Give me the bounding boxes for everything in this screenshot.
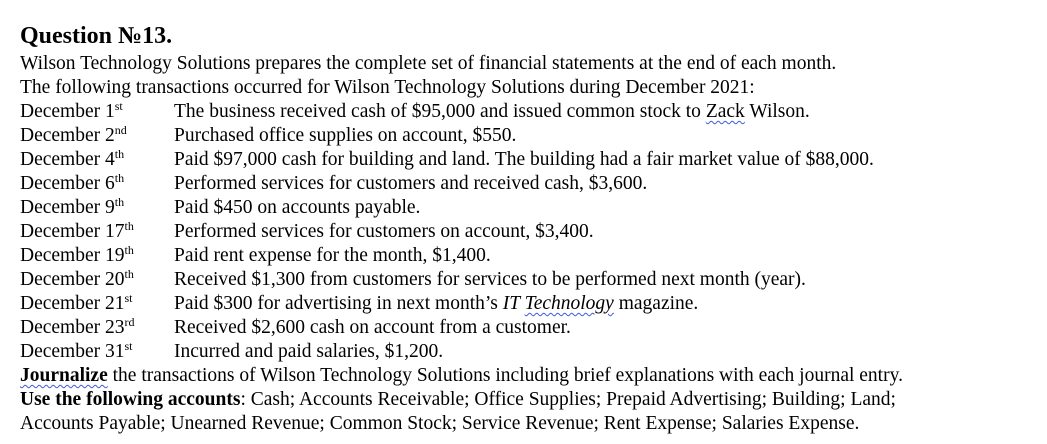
transaction-row <box>20 268 1047 292</box>
transaction-date: December 31st <box>20 339 133 362</box>
instruction-verb: Journalize <box>20 365 108 386</box>
transaction-row <box>20 244 1047 268</box>
intro-line-2: The following transactions occurred for Wilson Technology Solutions during December 2021: <box>20 77 755 98</box>
transaction-date: December 20th <box>20 267 134 290</box>
transaction-text: Purchased office supplies on account, $550. <box>174 125 517 146</box>
transaction-text: Paid rent expense for the month, $1,400. <box>174 245 491 266</box>
transaction-text: The business received cash of $95,000 and issued common stock to Zack Wilson. <box>174 101 810 122</box>
magazine-name: IT Technology <box>502 293 614 314</box>
transaction-text: Performed services for customers on account, $3,400. <box>174 221 594 242</box>
transaction-text: Paid $450 on accounts payable. <box>174 197 421 218</box>
transaction-row <box>20 124 1047 148</box>
accounts-line-2: Accounts Payable; Unearned Revenue; Common Stock; Service Revenue; Rent Expense; Salaries Expense. <box>20 413 860 434</box>
transaction-date: December 23rd <box>20 315 135 338</box>
transaction-text: Received $1,300 from customers for services to be performed next month (year). <box>174 269 806 290</box>
transaction-row <box>20 340 1047 364</box>
transaction-row <box>20 172 1047 196</box>
transaction-row <box>20 316 1047 340</box>
transaction-text: Received $2,600 cash on account from a customer. <box>174 317 571 338</box>
question-title: Question №13. <box>20 23 173 49</box>
transaction-list <box>20 100 1047 364</box>
transaction-date: December 2nd <box>20 123 127 146</box>
transaction-date: December 6th <box>20 171 125 194</box>
transaction-text: Paid $97,000 cash for building and land. The building had a fair market value of $88,000. <box>174 149 874 170</box>
transaction-text: Incurred and paid salaries, $1,200. <box>174 341 444 362</box>
transaction-text: Paid $300 for advertising in next month’s IT Technology magazine. <box>174 293 699 314</box>
transaction-date: December 21st <box>20 291 133 314</box>
transaction-text: Performed services for customers and received cash, $3,600. <box>174 173 648 194</box>
transaction-date: December 9th <box>20 195 125 218</box>
transaction-row <box>20 148 1047 172</box>
spellcheck-flagged-word: Zack <box>705 101 745 122</box>
transaction-row <box>20 196 1047 220</box>
transaction-date: December 19th <box>20 243 134 266</box>
transaction-row <box>20 292 1047 316</box>
intro-line-1: Wilson Technology Solutions prepares the complete set of financial statements at the end of each month. <box>20 53 837 74</box>
accounts-label: Use the following accounts <box>20 389 241 410</box>
transaction-date: December 17th <box>20 219 134 242</box>
transaction-date: December 1st <box>20 99 123 122</box>
transaction-row <box>20 220 1047 244</box>
instruction-line: Journalize the transactions of Wilson Technology Solutions including brief explanations with each journal entry. <box>20 365 903 386</box>
transaction-row <box>20 100 1047 124</box>
transaction-date: December 4th <box>20 147 125 170</box>
spellcheck-flagged-word: Technology <box>524 293 614 314</box>
accounts-line-1: Use the following accounts: Cash; Accounts Receivable; Office Supplies; Prepaid Advertising; Building; Land; <box>20 389 896 410</box>
